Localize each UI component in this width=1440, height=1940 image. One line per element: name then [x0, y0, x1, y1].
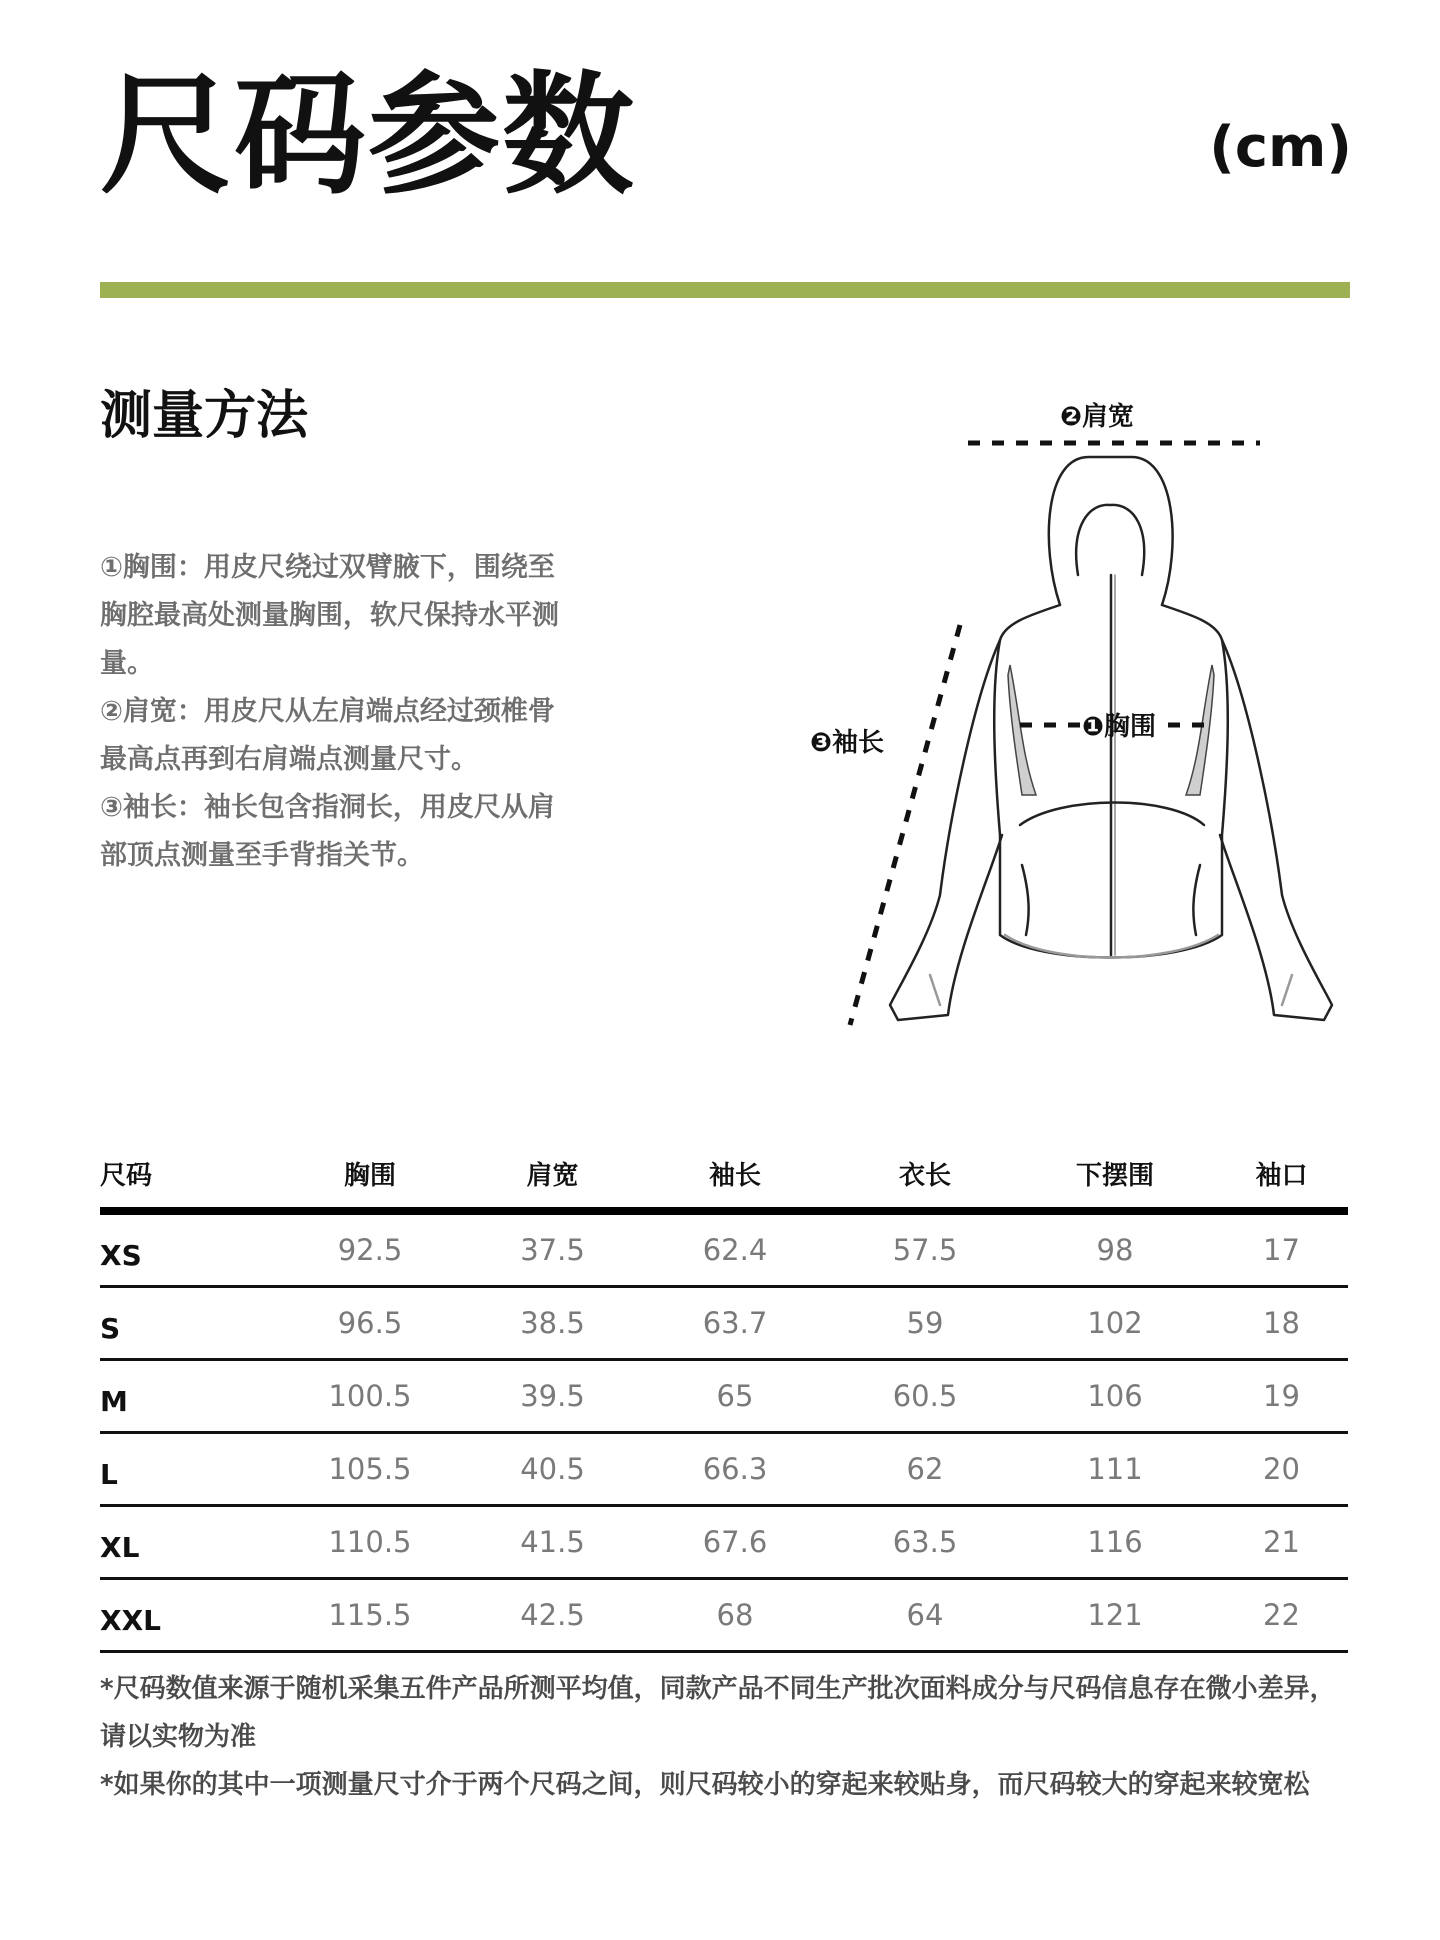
cell: 106 — [1087, 1379, 1143, 1413]
cell: 110.5 — [328, 1525, 412, 1559]
left-sleeve — [890, 640, 1002, 1020]
table-row — [100, 1507, 1348, 1580]
cell: 21 — [1263, 1525, 1300, 1559]
table-row — [100, 1434, 1348, 1507]
instruction-chest: ①胸围：用皮尺绕过双臂腋下，围绕至胸腔最高处测量胸围，软尺保持水平测量。 — [100, 552, 559, 679]
cell: 116 — [1087, 1525, 1143, 1559]
cell: 100.5 — [328, 1379, 412, 1413]
right-mesh-panel — [1186, 665, 1214, 795]
accent-divider — [100, 282, 1350, 298]
table-row — [100, 1215, 1348, 1288]
cell: 59 — [906, 1306, 944, 1340]
shoulder-label: ❷肩宽 — [1060, 402, 1135, 432]
cell: 17 — [1263, 1233, 1300, 1267]
left-mesh-panel — [1008, 665, 1036, 795]
instruction-shoulder: ②肩宽：用皮尺从左肩端点经过颈椎骨最高点再到右肩端点测量尺寸。 — [100, 696, 555, 775]
footnotes — [100, 1665, 1360, 1809]
cell: 39.5 — [520, 1379, 585, 1413]
cell: 92.5 — [337, 1233, 403, 1267]
table-header — [100, 1155, 1348, 1207]
table-header-rule — [100, 1207, 1348, 1215]
cell: 98 — [1096, 1233, 1134, 1267]
size-cell: XS — [100, 1238, 142, 1272]
header-length: 衣长 — [898, 1161, 951, 1191]
cell: 60.5 — [892, 1379, 958, 1413]
header-cuff: 袖口 — [1255, 1161, 1308, 1191]
sleeve-label: ❸袖长 — [810, 728, 885, 758]
cell: 57.5 — [892, 1233, 958, 1267]
right-sleeve — [1220, 640, 1332, 1020]
cell: 37.5 — [520, 1233, 585, 1267]
cell: 63.5 — [892, 1525, 958, 1559]
cell: 64 — [906, 1598, 944, 1632]
size-cell: L — [100, 1457, 118, 1491]
unit-label: (cm) — [1209, 115, 1352, 180]
cell: 67.6 — [702, 1525, 768, 1559]
cell: 42.5 — [520, 1598, 585, 1632]
cell: 62 — [906, 1452, 944, 1486]
instruction-sleeve: ③袖长：袖长包含指洞长，用皮尺从肩部顶点测量至手背指关节。 — [100, 792, 555, 871]
header-chest: 胸围 — [343, 1161, 396, 1191]
cell: 121 — [1087, 1598, 1143, 1632]
footnote-size-advice: *如果你的其中一项测量尺寸介于两个尺码之间，则尺码较小的穿起来较贴身，而尺码较大的穿起来较宽松 — [100, 1770, 1310, 1800]
table-row — [100, 1580, 1348, 1653]
cell: 111 — [1087, 1452, 1143, 1486]
cell: 96.5 — [337, 1306, 403, 1340]
header-hem: 下摆围 — [1075, 1161, 1154, 1191]
header-sleeve: 袖长 — [708, 1161, 761, 1191]
cell: 102 — [1087, 1306, 1143, 1340]
header-shoulder: 肩宽 — [526, 1161, 579, 1191]
hood-inner — [1076, 505, 1144, 575]
cell: 40.5 — [520, 1452, 585, 1486]
cell: 38.5 — [520, 1306, 585, 1340]
header-size: 尺码 — [100, 1161, 153, 1191]
footnote-data-source: *尺码数值来源于随机采集五件产品所测平均值，同款产品不同生产批次面料成分与尺码信息存在微小差异，请以实物为准 — [100, 1674, 1336, 1752]
sleeve-measure-line — [850, 625, 960, 1025]
table-row — [100, 1288, 1348, 1361]
size-cell: M — [100, 1384, 128, 1418]
page-title: 尺码参数 — [100, 59, 636, 213]
chest-label: ❶胸围 — [1082, 712, 1157, 742]
cell: 41.5 — [520, 1525, 585, 1559]
cell: 66.3 — [702, 1452, 768, 1486]
cell: 20 — [1263, 1452, 1300, 1486]
size-cell: XL — [100, 1530, 140, 1564]
cell: 105.5 — [328, 1452, 412, 1486]
jacket-diagram — [790, 395, 1360, 1035]
table-row — [100, 1361, 1348, 1434]
cell: 22 — [1263, 1598, 1300, 1632]
size-cell: XXL — [100, 1603, 162, 1637]
cell: 62.4 — [702, 1233, 768, 1267]
cell: 19 — [1263, 1379, 1300, 1413]
cell: 65 — [716, 1379, 754, 1413]
measurement-instructions — [100, 544, 560, 880]
section-heading-measurement: 测量方法 — [100, 386, 309, 446]
size-table — [100, 1155, 1348, 1653]
size-cell: S — [100, 1311, 121, 1345]
cell: 18 — [1263, 1306, 1300, 1340]
cell: 115.5 — [328, 1598, 412, 1632]
cell: 63.7 — [702, 1306, 768, 1340]
cell: 68 — [716, 1598, 754, 1632]
